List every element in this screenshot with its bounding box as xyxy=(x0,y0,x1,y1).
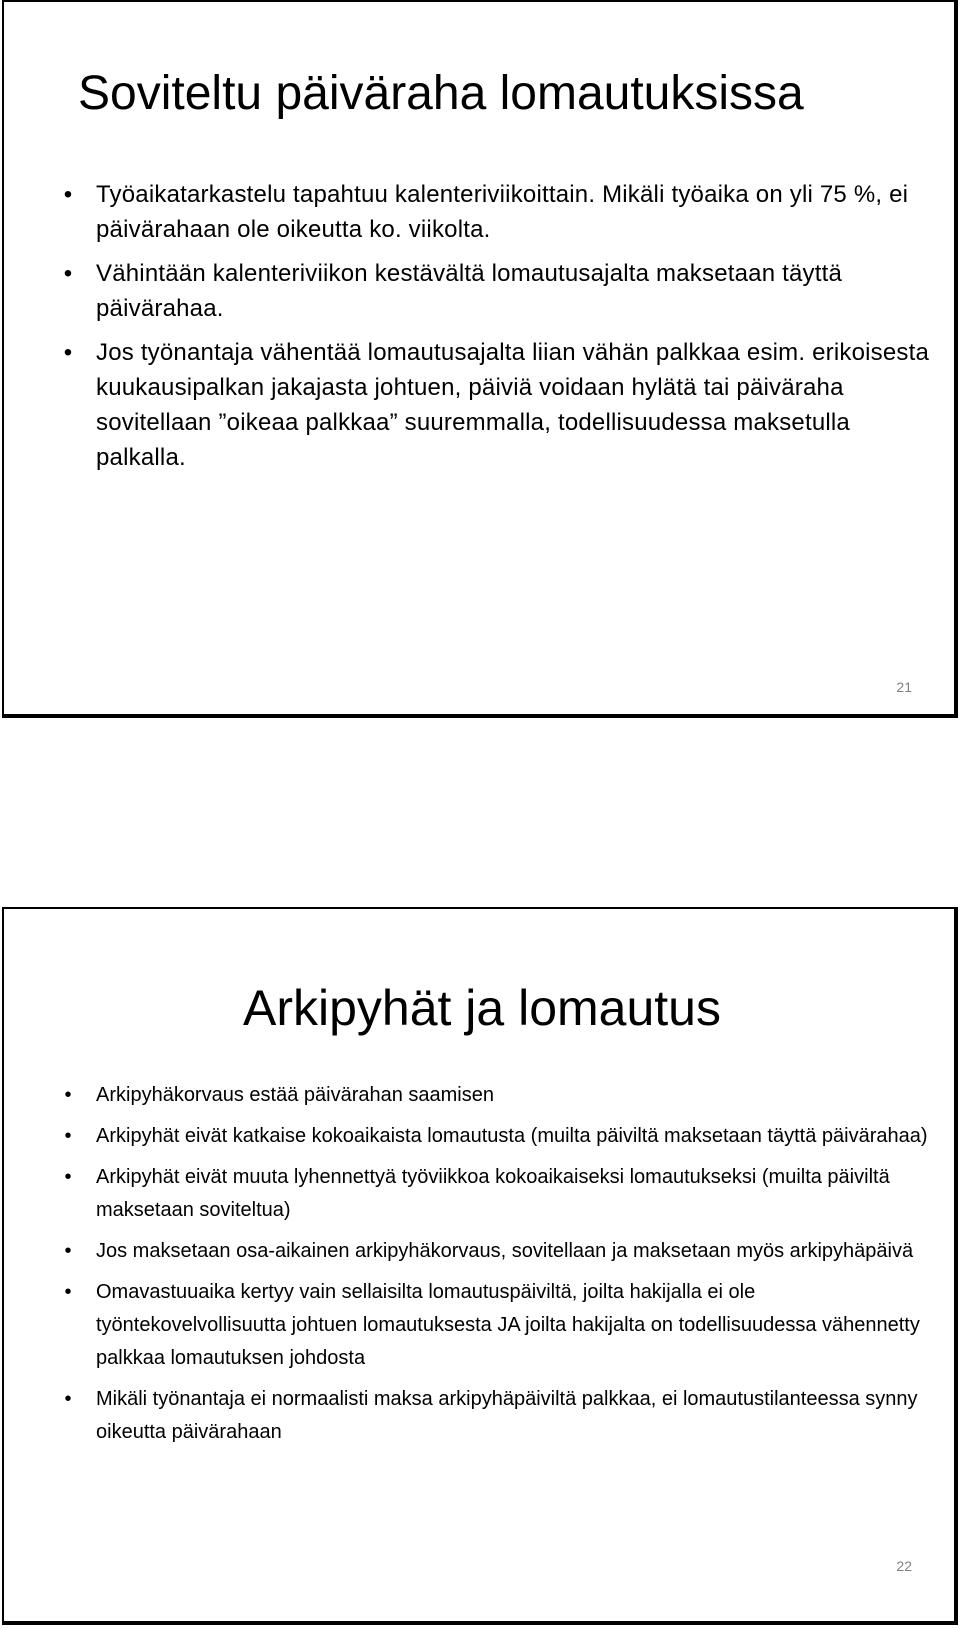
bullet-item xyxy=(58,1276,938,1375)
bullet-text: Työaikatarkastelu tapahtuu kalenteriviikoittain. Mikäli työaika on yli 75 %, ei päivärahaan ole oikeutta ko. viikolta. xyxy=(96,181,909,243)
bullet-text: Arkipyhät eivät muuta lyhennettyä työviikkoa kokoaikaiseksi lomautukseksi (muilta päiviltä maksetaan soviteltua) xyxy=(96,1166,890,1221)
bullet-item xyxy=(58,1383,938,1449)
slide-title: Arkipyhät ja lomautus xyxy=(242,980,721,1036)
bullet-marker: • xyxy=(64,1125,72,1147)
bullet-text: Arkipyhät eivät katkaise kokoaikaista lomautusta (muilta päiviltä maksetaan täyttä päivärahaa) xyxy=(96,1125,928,1147)
bullet-item xyxy=(58,335,938,475)
bullet-text: Jos maksetaan osa-aikainen arkipyhäkorvaus, sovitellaan ja maksetaan myös arkipyhäpäivä xyxy=(96,1240,914,1262)
bullet-item xyxy=(58,1235,938,1268)
bullet-marker: • xyxy=(64,1084,72,1106)
bullet-text: Arkipyhäkorvaus estää päivärahan saamisen xyxy=(96,1084,494,1106)
bullet-item xyxy=(58,1079,938,1112)
bullet-item xyxy=(58,177,938,247)
bullet-text: Vähintään kalenteriviikon kestävältä lomautusajalta maksetaan täyttä päivärahaa. xyxy=(96,260,843,322)
bullet-marker: • xyxy=(63,339,73,366)
bullet-text: Mikäli työnantaja ei normaalisti maksa arkipyhäpäiviltä palkkaa, ei lomautustilanteessa synny oikeutta päivärahaan xyxy=(96,1388,918,1443)
bullet-marker: • xyxy=(64,1240,72,1262)
bullet-item xyxy=(58,1120,938,1153)
bullet-list xyxy=(58,177,938,484)
slide-22 xyxy=(2,907,958,1625)
bullet-marker: • xyxy=(64,1281,72,1303)
bullet-item xyxy=(58,1161,938,1227)
bullet-marker: • xyxy=(63,181,73,208)
bullet-marker: • xyxy=(64,1388,72,1410)
slide-21 xyxy=(2,0,958,718)
bullet-text: Omavastuuaika kertyy vain sellaisilta lomautuspäiviltä, joilta hakijalla ei ole työntekovelvollisuutta johtuen lomautuksesta JA joilta hakijalta on todellisuudessa vähennetty palkkaa lomautuksen johdosta xyxy=(96,1281,920,1369)
bullet-marker: • xyxy=(64,1166,72,1188)
bullet-marker: • xyxy=(63,260,73,287)
slide-page-number: 22 xyxy=(896,1558,912,1574)
bullet-item xyxy=(58,256,938,326)
slide-page-number: 21 xyxy=(896,679,912,695)
bullet-list xyxy=(58,1079,938,1457)
slide-title: Soviteltu päiväraha lomautuksissa xyxy=(78,67,804,120)
bullet-text: Jos työnantaja vähentää lomautusajalta liian vähän palkkaa esim. erikoisesta kuukausipalkan jakajasta johtuen, päiviä voidaan hylätä tai päiväraha sovitellaan ”oikeaa palkkaa” suuremmalla, todellisuudessa maksetulla palkalla. xyxy=(96,339,930,471)
